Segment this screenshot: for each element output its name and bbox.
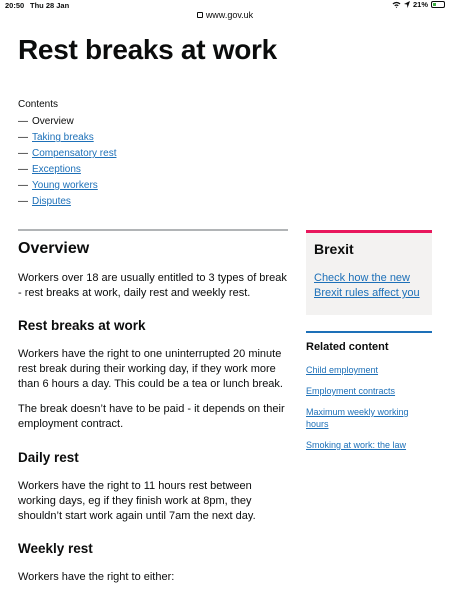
contents-heading: Contents bbox=[18, 99, 59, 110]
brexit-link[interactable]: Check how the new Brexit rules affect you bbox=[314, 272, 420, 299]
rest-breaks-paragraph-2: The break doesn’t have to be paid - it depends on their employment contract. bbox=[18, 403, 285, 430]
daily-rest-paragraph: Workers have the right to 11 hours rest between working days, eg if they finish work at 8pm, they shouldn’t start work again until 7am the next day. bbox=[18, 480, 256, 522]
related-content-heading: Related content bbox=[306, 341, 389, 353]
related-item bbox=[306, 406, 432, 430]
rest-breaks-paragraph-1: Workers have the right to one uninterrupted 20 minute rest break during their working day, if they work more than 6 hours a day. This could be a tea or lunch break. bbox=[18, 348, 283, 390]
related-item bbox=[306, 385, 432, 397]
contents-item-exceptions[interactable]: — Exceptions bbox=[18, 164, 116, 180]
contents-item-compensatory-rest[interactable]: — Compensatory rest bbox=[18, 148, 116, 164]
status-time: 20:50 bbox=[5, 1, 25, 10]
url-bar[interactable] bbox=[0, 10, 450, 26]
overview-heading: Overview bbox=[18, 240, 90, 257]
weekly-rest-paragraph: Workers have the right to either: bbox=[18, 571, 175, 583]
related-link-child-employment[interactable]: Child employment bbox=[306, 365, 379, 375]
url-domain: www.gov.uk bbox=[205, 10, 254, 20]
section-divider bbox=[18, 229, 288, 231]
brexit-callout bbox=[306, 230, 432, 315]
wifi-icon bbox=[392, 1, 401, 8]
contents-link[interactable]: Exceptions bbox=[32, 164, 81, 175]
status-indicators bbox=[392, 0, 445, 9]
related-link-max-weekly-hours[interactable]: Maximum weekly working hours bbox=[306, 407, 409, 429]
contents-label: Overview bbox=[32, 116, 74, 127]
related-link-employment-contracts[interactable]: Employment contracts bbox=[306, 386, 396, 396]
rest-breaks-heading: Rest breaks at work bbox=[18, 318, 146, 333]
related-item bbox=[306, 364, 432, 376]
contents-link[interactable]: Disputes bbox=[32, 196, 71, 207]
location-arrow-icon bbox=[404, 1, 410, 8]
page-title: Rest breaks at work bbox=[18, 34, 277, 65]
related-link-smoking-at-work[interactable]: Smoking at work: the law bbox=[306, 440, 407, 450]
contents-link[interactable]: Taking breaks bbox=[32, 132, 94, 143]
contents-item-young-workers[interactable]: — Young workers bbox=[18, 180, 116, 196]
contents-item-disputes[interactable]: — Disputes bbox=[18, 196, 116, 212]
contents-item-overview: — Overview bbox=[18, 116, 116, 132]
battery-percent: 21% bbox=[412, 0, 428, 9]
related-content-divider bbox=[306, 331, 432, 333]
related-item bbox=[306, 439, 432, 451]
daily-rest-heading: Daily rest bbox=[18, 450, 79, 465]
lock-icon bbox=[197, 12, 203, 18]
battery-icon bbox=[431, 1, 445, 8]
contents-link[interactable]: Compensatory rest bbox=[32, 148, 117, 159]
contents-list bbox=[18, 116, 116, 212]
overview-intro: Workers over 18 are usually entitled to 3 types of break - rest breaks at work, daily rest and weekly rest. bbox=[18, 272, 287, 299]
contents-item-taking-breaks[interactable]: — Taking breaks bbox=[18, 132, 116, 148]
related-content-list bbox=[306, 364, 432, 460]
contents-link[interactable]: Young workers bbox=[32, 180, 98, 191]
weekly-rest-heading: Weekly rest bbox=[18, 541, 93, 556]
status-date: Thu 28 Jan bbox=[30, 1, 70, 10]
brexit-title: Brexit bbox=[314, 241, 354, 257]
